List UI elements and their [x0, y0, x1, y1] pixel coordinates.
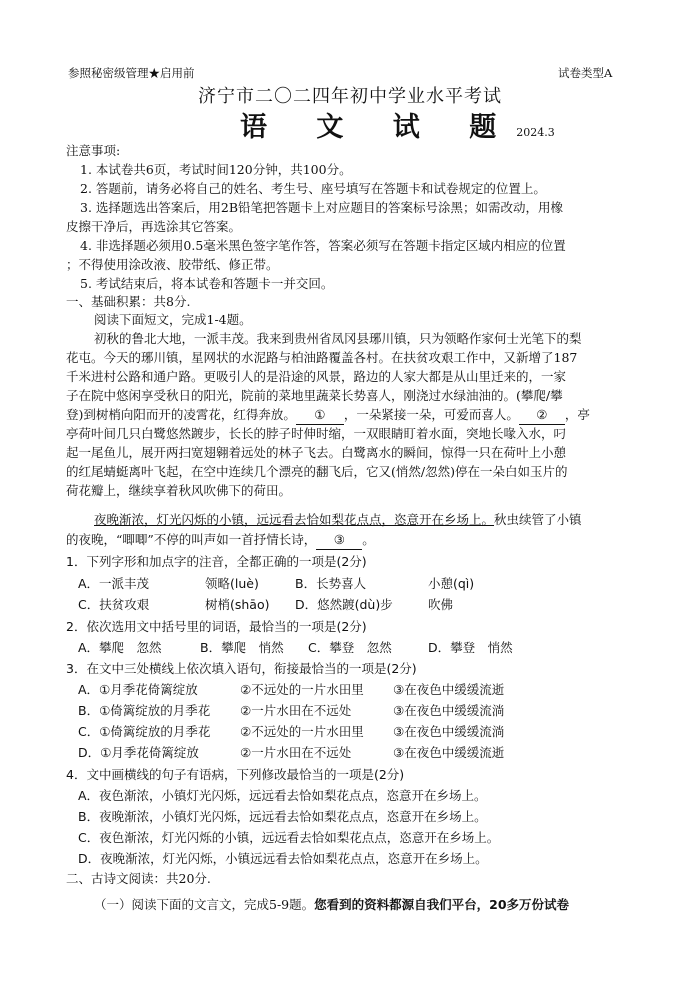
subject-title — [240, 110, 555, 151]
blank-1: ① — [296, 406, 344, 425]
paper-type-label: 试卷类型A — [558, 66, 613, 80]
question-3-stem: 3．在文中三处横线上依次填入语句，衔接最恰当的一项是(2分) — [66, 661, 417, 676]
note-item: 2. 答题前，请务必将自己的姓名、考生号、座号填写在答题卡和试卷规定的位置上。 — [80, 181, 546, 196]
q3-option: A．①月季花倚篱绽放 — [78, 682, 198, 697]
q3-option: ②不远处的一片水田里 — [240, 682, 364, 697]
passage-line: 的红尾蜻蜓离叶飞起，在空中连续几个漂亮的翻飞后，它又(悄然/忽然)停在一朵白如玉片的 — [66, 464, 568, 479]
q3-option: D．①月季花倚篱绽放 — [78, 745, 199, 760]
passage-segment: ，一朵紧接一朵，可爱而喜人。 — [343, 407, 519, 422]
blank-2: ② — [519, 406, 565, 425]
q1-option: 小憩(qì) — [428, 576, 475, 591]
q1-option: C．扶贫攻艰 — [78, 597, 150, 612]
subject-text: 语 文 试 题 — [240, 112, 517, 143]
passage-line: 千米进村公路和通户路。更吸引人的是沿途的风景，路边的人家大都是从山里迁来的，一家 — [66, 369, 567, 384]
q4-option: C．夜色渐浓，灯光闪烁的小镇，远远看去恰如梨花点点，恣意开在乡场上。 — [78, 830, 500, 845]
q1-option: 吹佛 — [428, 597, 454, 612]
passage-line: 子在院中悠闲享受秋日的阳光，院前的菜地里蔬菜长势喜人，刚浇过水绿油油的。(攀爬/攀 — [66, 388, 563, 403]
note-item: ；不得使用涂改液、胶带纸、修正带。 — [66, 257, 279, 272]
note-item: 4. 非选择题必须用0.5毫米黑色签字笔作答，答案必须写在答题卡指定区域内相应的位置 — [80, 238, 566, 253]
note-item: 5. 考试结束后，将本试卷和答题卡一并交回。 — [80, 276, 334, 291]
q4-option: D．夜晚渐浓，灯光闪烁，小镇远远看去恰如梨花点点，恣意开在乡场上。 — [78, 851, 488, 866]
q3-option: ③在夜色中缓缓流逝 — [393, 745, 505, 760]
q3-option: ②一片水田在不远处 — [240, 703, 352, 718]
q2-option: C．攀登 忽然 — [308, 640, 392, 655]
section1-instruction: 阅读下面短文，完成1-4题。 — [94, 312, 252, 327]
promo-text: 您看到的资料都源自我们平台，20多万份试卷 — [314, 897, 570, 912]
passage-line-with-blanks — [66, 406, 590, 425]
question-1-stem: 1．下列字形和加点字的注音，全都正确的一项是(2分) — [66, 554, 367, 569]
q1-option: D．悠然踱(dù)步 — [295, 597, 393, 612]
section2-line — [94, 896, 569, 914]
q2-option: A．攀爬 忽然 — [78, 640, 162, 655]
question-2-stem: 2．依次选用文中括号里的词语，最恰当的一项是(2分) — [66, 619, 367, 634]
passage-line: 初秋的鲁北大地，一派丰茂。我来到贵州省凤冈县琊川镇，只为领略作家何士光笔下的梨 — [94, 331, 582, 346]
note-item: 3. 选择题选出答案后，用2B铅笔把答题卡上对应题目的答案标号涂黑；如需改动，用橡 — [80, 200, 564, 215]
passage-line-with-blank — [66, 531, 375, 550]
q1-option: B．长势喜人 — [295, 576, 367, 591]
exam-title: 济宁市二〇二四年初中学业水平考试 — [198, 86, 502, 107]
confidential-label: 参照秘密级管理★启用前 — [68, 66, 195, 80]
note-item: 皮擦干净后，再选涂其它答案。 — [66, 219, 242, 234]
q4-option: A．夜色渐浓，小镇灯光闪烁，远远看去恰如梨花点点，恣意开在乡场上。 — [78, 788, 487, 803]
section2-heading: 二、古诗文阅读：共20分. — [66, 871, 211, 886]
exam-date: 2024.3 — [516, 126, 555, 139]
underlined-sentence: 夜晚渐浓，灯光闪烁的小镇，远远看去恰如梨花点点，恣意开在乡场上。 — [94, 512, 495, 527]
q3-option: ②一片水田在不远处 — [240, 745, 352, 760]
notes-heading: 注意事项: — [66, 143, 121, 158]
q4-option: B．夜晚渐浓，小镇灯光闪烁，远远看去恰如梨花点点，恣意开在乡场上。 — [78, 809, 487, 824]
q1-option: A．一派丰茂 — [78, 576, 150, 591]
passage-segment: ，亭 — [564, 407, 590, 422]
blank-3: ③ — [316, 531, 362, 550]
passage-line: 花屯。今天的琊川镇，星网状的水泥路与柏油路覆盖各村。在扶贫攻艰工作中，又新增了187 — [66, 350, 578, 365]
q1-option: 领略(luè) — [205, 576, 259, 591]
q1-option: 树梢(shāo) — [205, 597, 270, 612]
q3-option: ③在夜色中缓缓流淌 — [393, 703, 505, 718]
question-4-stem: 4．文中画横线的句子有语病，下列修改最恰当的一项是(2分) — [66, 767, 405, 782]
section1-heading: 一、基础积累：共8分. — [66, 294, 191, 309]
passage-segment: 。 — [362, 532, 375, 547]
q3-option: ②不远处的一片水田里 — [240, 724, 364, 739]
passage-segment: 的夜晚，“唧唧”不停的叫声如一首抒情长诗， — [66, 532, 317, 547]
q2-option: D．攀登 悄然 — [428, 640, 513, 655]
passage-line: 亭荷叶间几只白鹭悠然踱步，长长的脖子时伸时缩，一双眼睛盯着水面，突地长喙入水，叼 — [66, 426, 567, 441]
q3-option: C．①倚篱绽放的月季花 — [78, 724, 211, 739]
note-item: 1. 本试卷共6页，考试时间120分钟，共100分。 — [80, 162, 352, 177]
q2-option: B．攀爬 悄然 — [200, 640, 284, 655]
passage-line: 荷花瓣上，继续享着秋风吹佛下的荷田。 — [66, 483, 292, 498]
q3-option: B．①倚篱绽放的月季花 — [78, 703, 211, 718]
q3-option: ③在夜色中缓缓流淌 — [393, 724, 505, 739]
passage-line: 起一尾鱼儿，展开两扫宽翅翱着远处的林子飞去。白鹭离水的瞬间，惊得一只在荷叶上小憩 — [66, 445, 567, 460]
q3-option: ③在夜色中缓缓流逝 — [393, 682, 505, 697]
passage-line-underlined — [94, 511, 582, 529]
passage-segment: 秋虫续管了小镇 — [494, 512, 582, 527]
passage-segment: 登)到树梢向阳而开的凌霄花，红得奔放。 — [66, 407, 296, 422]
section2-subheading: （一）阅读下面的文言文，完成5-9题。 — [94, 897, 315, 912]
